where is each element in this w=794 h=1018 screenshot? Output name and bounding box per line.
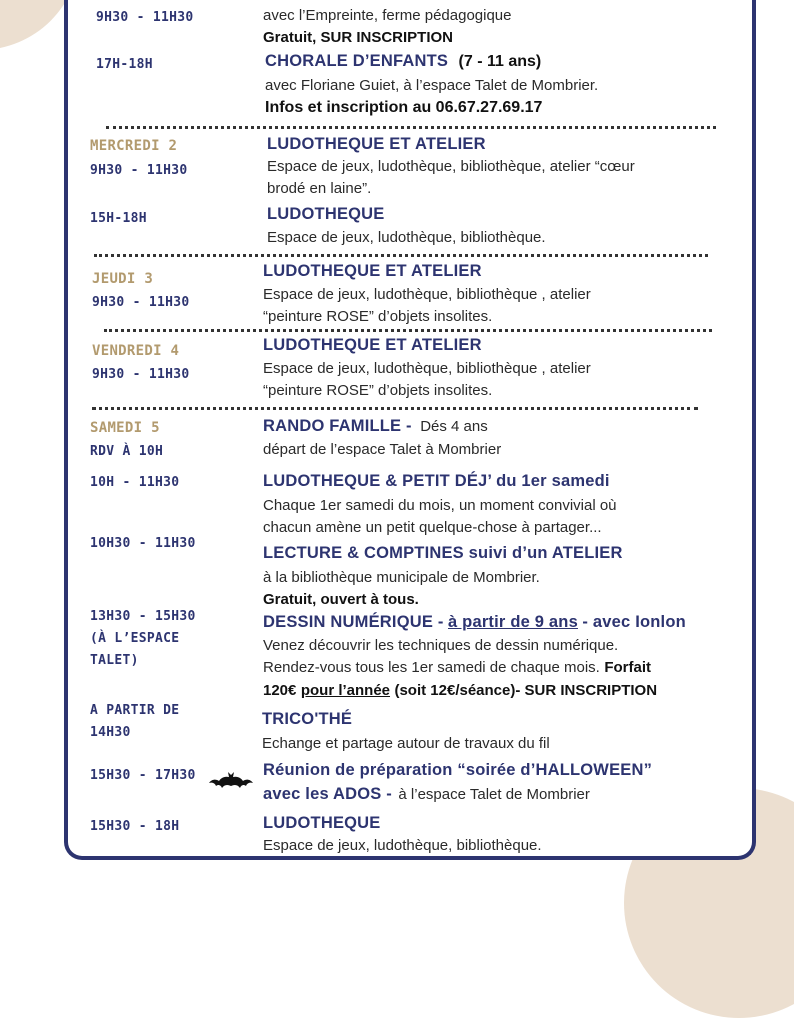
event-description: chacun amène un petit quelque-chose à partager... [263,519,602,536]
event-description: Venez découvrir les techniques de dessin numérique. [263,637,619,654]
event-description: brodé en laine”. [267,180,372,197]
event-title: avec les ADOS - [263,785,392,803]
event-description: Echange et partage autour de travaux du fil [262,735,550,752]
event-price-period: pour l’année [300,682,391,699]
event-title-line [263,417,488,436]
event-price-line [263,682,657,700]
event-age: Dés 4 ans [420,418,488,435]
event-description: à la bibliothèque municipale de Mombrier. [263,569,540,586]
event-title: LUDOTHEQUE ET ATELIER [267,135,486,153]
event-description: à l’espace Talet de Mombrier [398,786,590,803]
event-title-line [263,613,686,632]
event-title: LUDOTHEQUE ET ATELIER [263,336,482,354]
day-heading: VENDREDI 4 [92,343,180,359]
event-description: Espace de jeux, ludothèque, bibliothèque. [263,837,542,854]
event-title: LUDOTHEQUE & PETIT DÉJ’ du 1er samedi [263,472,610,490]
day-heading: MERCREDI 2 [90,138,178,154]
event-description: Espace de jeux, ludothèque, bibliothèque. [267,229,546,246]
event-description: “peinture ROSE” d’objets insolites. [263,308,493,325]
event-title-line [265,52,541,71]
dotted-divider [94,254,708,257]
event-title: TRICO'THÉ [262,710,353,728]
time-slot: RDV À 10H [90,444,164,459]
event-price-detail: (soit 12€/séance)- SUR INSCRIPTION [394,682,658,699]
time-slot: 17H-18H [96,57,153,72]
event-title-line [263,785,590,804]
event-title: LECTURE & COMPTINES suivi d’un ATELIER [263,544,623,562]
dotted-divider [104,329,712,332]
event-age: à partir de 9 ans [448,613,578,631]
day-heading: JEUDI 3 [92,271,154,287]
time-slot: 15H-18H [90,211,147,226]
event-description-line [263,659,651,677]
time-slot: TALET) [90,653,139,668]
event-title: LUDOTHEQUE ET ATELIER [263,262,482,280]
time-slot: 15H30 - 18H [90,819,180,834]
event-description: Espace de jeux, ludothèque, bibliothèque, atelier “cœur [267,158,635,175]
time-slot: 9H30 - 11H30 [92,295,190,310]
time-slot: 13H30 - 15H30 [90,609,196,624]
event-age: (7 - 11 ans) [458,53,542,70]
event-title: RANDO FAMILLE - [263,417,412,435]
event-description: avec l’Empreinte, ferme pédagogique [263,7,512,24]
event-title: LUDOTHEQUE [263,814,381,832]
event-price: 120€ [263,682,297,699]
event-description: Espace de jeux, ludothèque, bibliothèque , atelier [263,360,591,377]
dotted-divider [92,407,698,410]
event-note: Gratuit, SUR INSCRIPTION [263,29,454,46]
time-slot: 9H30 - 11H30 [96,10,194,25]
time-slot: 14H30 [90,725,131,740]
event-description: “peinture ROSE” d’objets insolites. [263,382,493,399]
event-description: avec Floriane Guiet, à l’espace Talet de Mombrier. [265,77,599,94]
time-slot: 10H30 - 11H30 [90,536,196,551]
time-slot: 10H - 11H30 [90,475,180,490]
event-contact: Infos et inscription au 06.67.27.69.17 [265,99,543,116]
day-heading: SAMEDI 5 [90,420,160,436]
event-title: LUDOTHEQUE [267,205,385,223]
time-slot: 15H30 - 17H30 [90,768,196,783]
event-price-label: Forfait [604,659,651,676]
time-slot: 9H30 - 11H30 [92,367,190,382]
event-description: Rendez-vous tous les 1er samedi de chaque mois. [263,659,600,676]
event-note: Gratuit, ouvert à tous. [263,591,419,608]
event-host: - avec Ionlon [582,613,686,631]
event-title: CHORALE D’ENFANTS [265,52,449,70]
event-title: Réunion de préparation “soirée d’HALLOWEEN” [263,761,653,779]
event-description: départ de l’espace Talet à Mombrier [263,441,502,458]
event-title: DESSIN NUMÉRIQUE - [263,613,444,631]
event-description: Espace de jeux, ludothèque, bibliothèque , atelier [263,286,591,303]
dotted-divider [106,126,716,129]
event-description: Chaque 1er samedi du mois, un moment convivial où [263,497,617,514]
time-slot: (À L’ESPACE [90,631,180,646]
bat-icon [208,770,254,792]
time-slot: 9H30 - 11H30 [90,163,188,178]
time-slot: A PARTIR DE [90,703,180,718]
